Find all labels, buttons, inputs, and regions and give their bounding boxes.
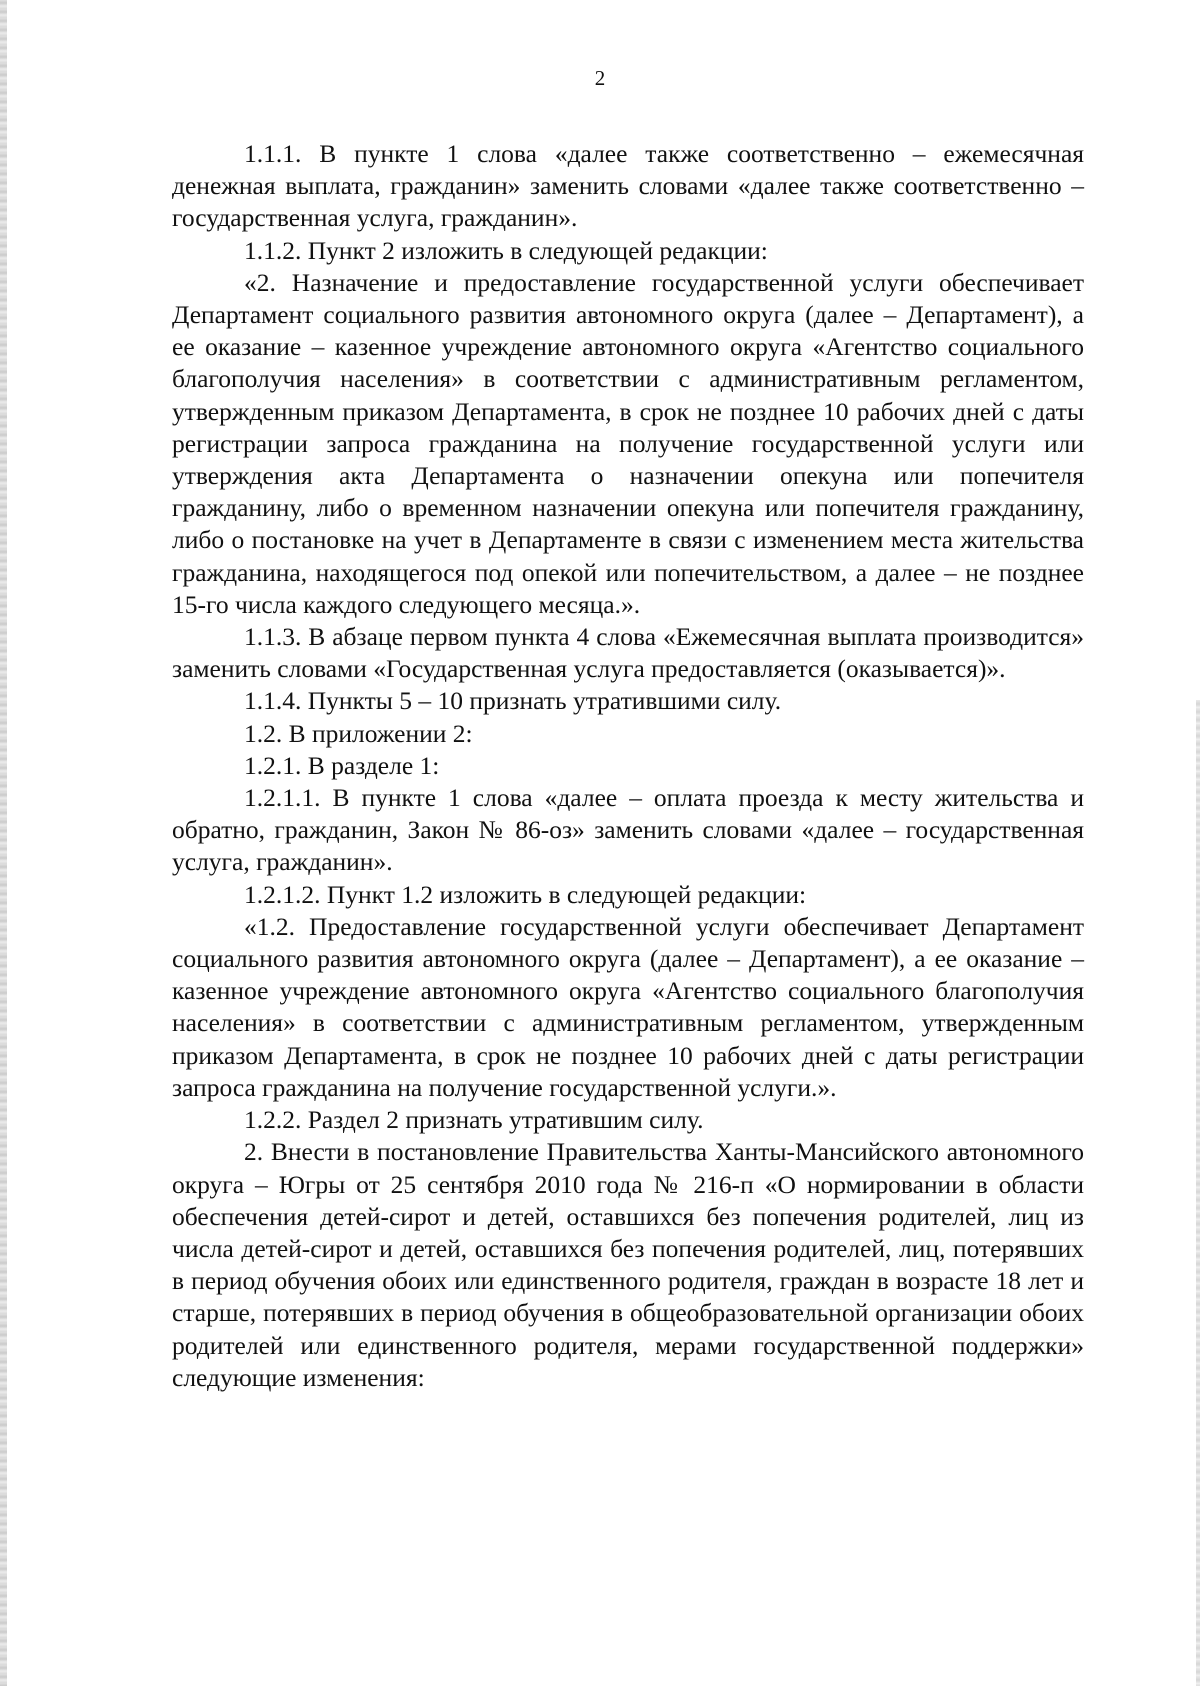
paragraph-1-1-1: 1.1.1. В пункте 1 слова «далее также соответственно – ежемесячная денежная выплата, гражданин» заменить словами «далее также соответственно – государственная услуга, гражданин». xyxy=(172,139,1084,233)
paragraph-1-2-1-2: 1.2.1.2. Пункт 1.2 изложить в следующей редакции: xyxy=(244,879,807,909)
paragraph-1-2-2: 1.2.2. Раздел 2 признать утратившим силу. xyxy=(244,1105,704,1135)
paragraph-1-2-1: 1.2.1. В разделе 1: xyxy=(244,750,440,780)
page-number: 2 xyxy=(594,66,606,90)
scan-edge-left xyxy=(0,0,7,1686)
paragraph-1-2: 1.2. В приложении 2: xyxy=(244,718,473,748)
paragraph-1-1-2: 1.1.2. Пункт 2 изложить в следующей редакции: xyxy=(244,235,768,265)
paragraph-1-2-1-1: 1.2.1.1. В пункте 1 слова «далее – оплата проезда к месту жительства и обратно, гражданин, Закон № 86-оз» заменить словами «далее – государственная услуга, гражданин». xyxy=(172,783,1084,877)
paragraph-1-1-3: 1.1.3. В абзаце первом пункта 4 слова «Ежемесячная выплата производится» заменить словами «Государственная услуга предоставляется (оказывается)». xyxy=(172,622,1084,684)
document-body xyxy=(172,138,1084,1394)
paragraph-quote-2: «2. Назначение и предоставление государственной услуги обеспечивает Департамент социального развития автономного округа (далее – Департамент), а ее оказание – казенное учреждение автономного округа «Агентство социального благополучия населения» в соответствии с административным регламентом, утвержденным приказом Департамента, в срок не позднее 10 рабочих дней с даты регистрации запроса гражданина на получение государственной услуги или утверждения акта Департамента о назначении опекуна или попечителя гражданину, либо о временном назначении опекуна или попечителя гражданину, либо о постановке на учет в Департаменте в связи с изменением места жительства гражданина, находящегося под опекой или попечительством, а далее – не позднее 15-го числа каждого следующего месяца.». xyxy=(172,267,1084,619)
paragraph-2: 2. Внести в постановление Правительства Ханты-Мансийского автономного округа – Югры от 25 сентября 2010 года № 216-п «О нормировании в области обеспечения детей-сирот и детей, оставшихся без попечения родителей, лиц из числа детей-сирот и детей, оставшихся без попечения родителей, лиц, потерявших в период обучения обоих или единственного родителя, граждан в возрасте 18 лет и старше, потерявших в период обучения в общеобразовательной организации обоих родителей или единственного родителя, мерами государственной поддержки» следующие изменения: xyxy=(172,1137,1084,1392)
paragraph-quote-1-2: «1.2. Предоставление государственной услуги обеспечивает Департамент социального развития автономного округа (далее – Департамент), а ее оказание – казенное учреждение автономного округа «Агентство социального благополучия населения» в соответствии с административным регламентом, утвержденным приказом Департамента, в срок не позднее 10 рабочих дней с даты регистрации запроса гражданина на получение государственной услуги.». xyxy=(172,911,1084,1102)
scan-edge-right xyxy=(1196,700,1200,1686)
paragraph-1-1-4: 1.1.4. Пункты 5 – 10 признать утратившими силу. xyxy=(244,686,782,716)
